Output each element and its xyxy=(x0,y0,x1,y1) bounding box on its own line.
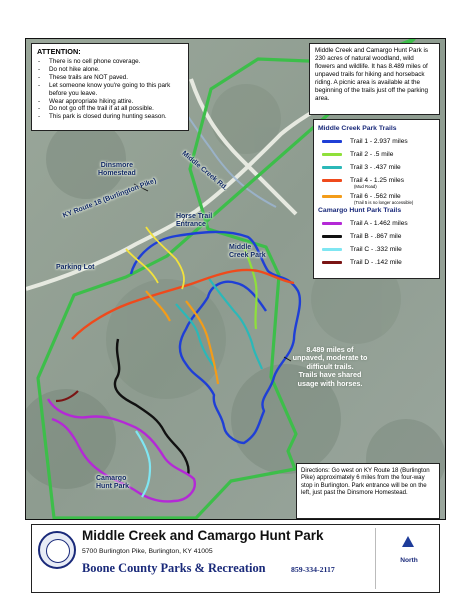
legend-item-trail-6: Trail 6 - .562 mile xyxy=(318,190,435,203)
legend-title-camargo: Camargo Hunt Park Trails xyxy=(318,207,402,214)
attention-item: - These trails are NOT paved. xyxy=(38,73,128,81)
legend-note-trail-6: (Trail 5 is no longer accessible) xyxy=(354,200,414,205)
map-label-ky-route-18: KY Route 18 (Burlington Pike) xyxy=(62,177,158,220)
legend-item-trail-1: Trail 1 - 2.937 miles xyxy=(318,135,435,148)
attention-list xyxy=(37,58,183,121)
swatch-trail-1 xyxy=(322,140,342,143)
legend-item-trail-c: Trail C - .332 mile xyxy=(318,243,435,256)
legend-item-trail-d: Trail D - .142 mile xyxy=(318,256,435,269)
footer-divider xyxy=(375,528,376,589)
park-address: 5700 Burlington Pike, Burlington, KY 41005 xyxy=(82,548,213,555)
swatch-trail-c xyxy=(322,248,342,251)
organization-phone: 859-334-2117 xyxy=(291,565,335,574)
swatch-trail-2 xyxy=(322,153,342,156)
park-title: Middle Creek and Camargo Hunt Park xyxy=(82,528,324,543)
map-label-middle-creek-rd: Middle Creek Rd. xyxy=(180,150,229,192)
attention-item: - There is no cell phone coverage. xyxy=(38,58,141,65)
legend-item-trail-2: Trail 2 - .5 mile xyxy=(318,148,435,161)
trail-miles-callout: 8.489 miles of unpaved, moderate to difficult trails. Trails have shared usage with horses. xyxy=(292,345,368,388)
county-seal-icon xyxy=(38,531,76,569)
attention-item: - Wear appropriate hiking attire. xyxy=(38,97,134,105)
directions-box: Directions: Go west on KY Route 18 (Burlington Pike) approximately 6 miles from the four-way stop in Burlington. Park entrance will be on the left, just past the Dinsmore Homestead. xyxy=(296,463,440,519)
legend-item-trail-4: Trail 4 - 1.25 miles xyxy=(318,174,435,187)
park-description: Middle Creek and Camargo Hunt Park is 230 acres of natural woodland, wild flowers and wildlife. It has 8.489 miles of unpaved trails for hiking and horseback riding. A picnic area is available at the beginning of the trails just off the parking area. xyxy=(309,43,440,115)
map-label-parking-lot: Parking Lot xyxy=(56,264,95,271)
map-label-horse-trail-entrance: Horse Trail Entrance xyxy=(176,213,213,228)
legend-item-trail-3: Trail 3 - .437 mile xyxy=(318,161,435,174)
map-label-dinsmore-homestead: Dinsmore Homestead xyxy=(98,162,136,177)
swatch-trail-d xyxy=(322,261,342,264)
legend-note-trail-4: (Mud Road) xyxy=(354,184,377,189)
organization-name: Boone County Parks & Recreation xyxy=(82,561,266,575)
map-label-middle-creek-park: Middle Creek Park xyxy=(229,244,266,259)
swatch-trail-3 xyxy=(322,166,342,169)
north-arrow-icon xyxy=(402,536,414,547)
legend-item-trail-a: Trail A - 1.462 miles xyxy=(318,217,435,230)
attention-title: ATTENTION: xyxy=(37,47,81,56)
attention-item: - This park is closed during hunting season. xyxy=(38,113,167,121)
swatch-trail-a xyxy=(322,222,342,225)
legend-item-trail-b: Trail B - .867 mile xyxy=(318,230,435,243)
attention-item: - Do not hike alone. xyxy=(38,65,100,73)
legend-title-middle-creek: Middle Creek Park Trails xyxy=(318,125,397,132)
attention-box xyxy=(31,43,189,131)
north-label: North xyxy=(400,557,418,564)
map-label-camargo-hunt-park: Camargo Hunt Park xyxy=(96,475,130,490)
trail-legend xyxy=(313,119,440,279)
attention-item: - Let someone know you're going to this park before you leave. xyxy=(38,81,171,97)
footer-title-bar xyxy=(31,524,440,593)
swatch-trail-4 xyxy=(322,179,342,182)
swatch-trail-6 xyxy=(322,195,342,198)
attention-item: - Do not go off the trail if at all possible. xyxy=(38,105,154,113)
swatch-trail-b xyxy=(322,235,342,238)
